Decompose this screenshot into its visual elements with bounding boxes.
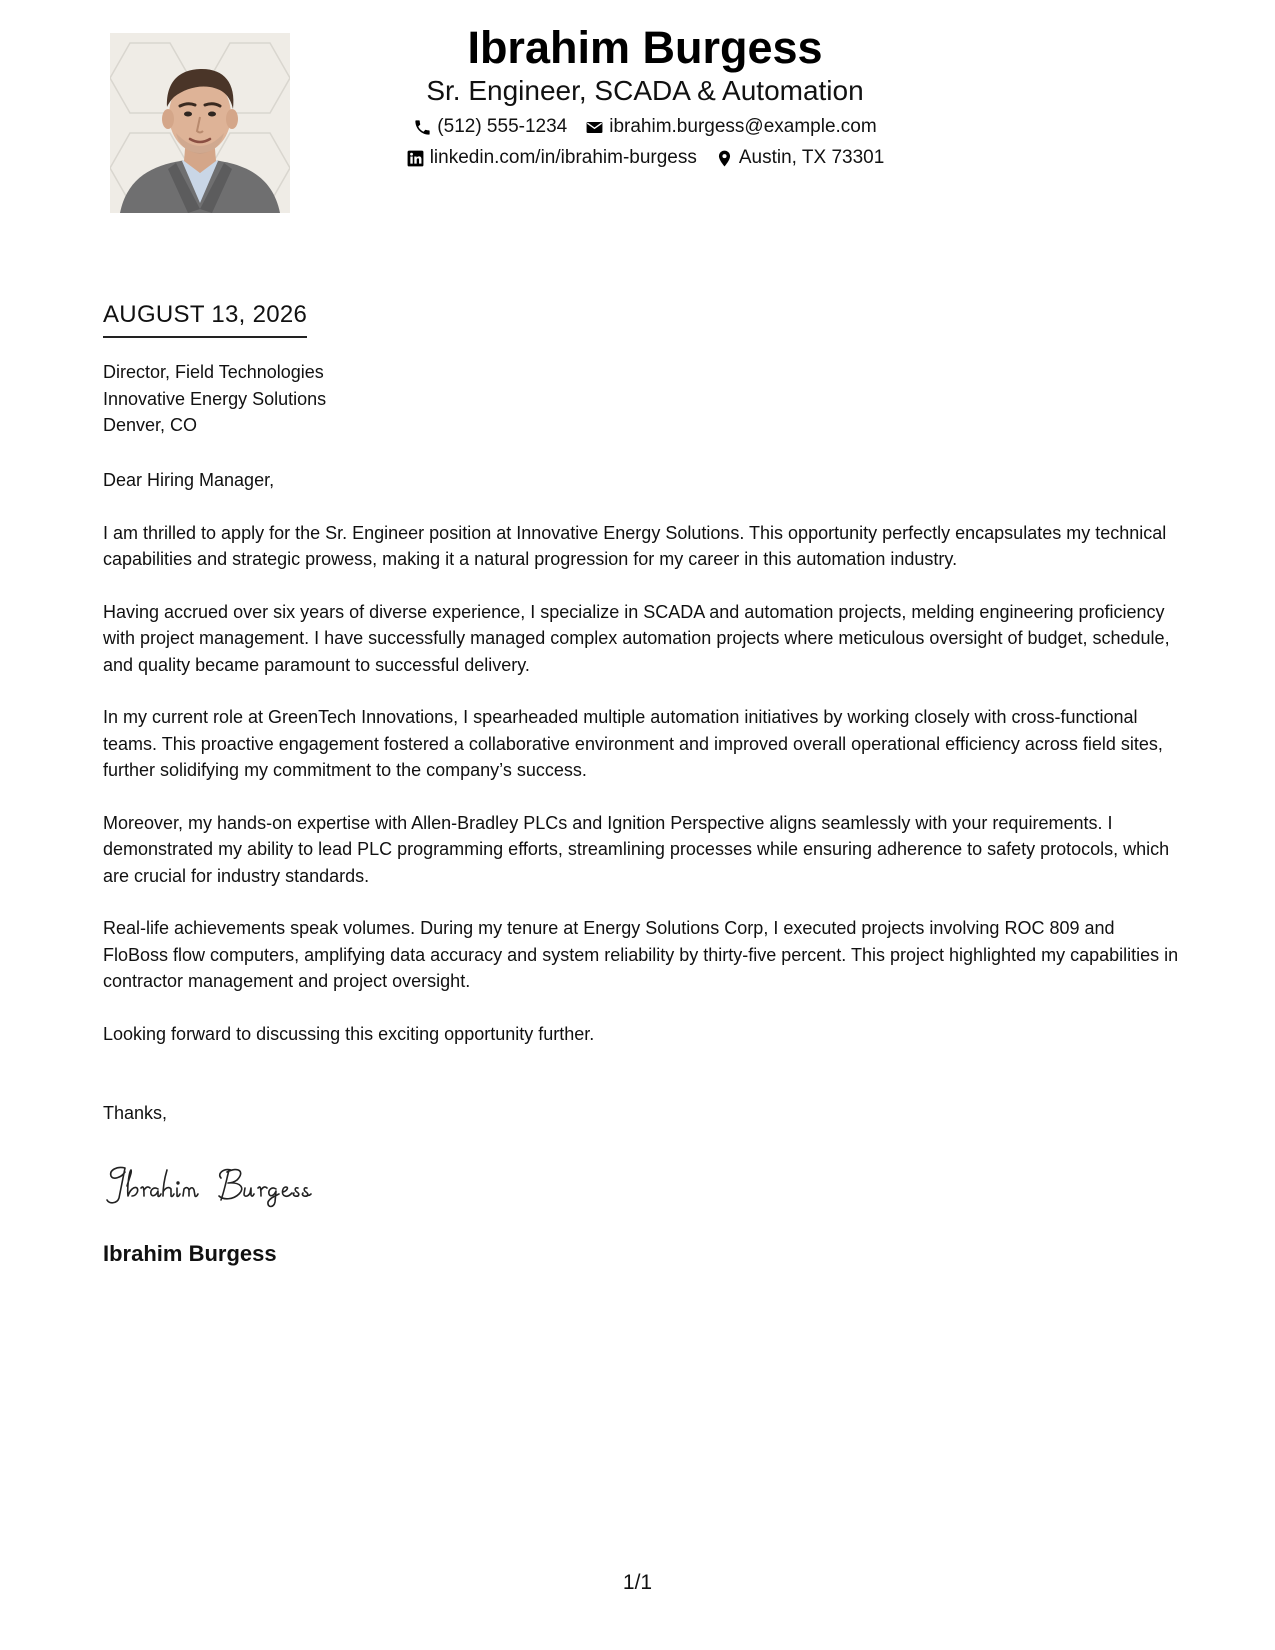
contact-row-2	[300, 146, 990, 170]
salutation: Dear Hiring Manager,	[103, 470, 275, 490]
body-paragraph: Real-life achievements speak volumes. During my tenure at Energy Solutions Corp, I executed projects involving ROC 809 and FloBoss flow computers, amplifying data accuracy and system reliability by thirty-five percent. This project highlighted my capabilities in contractor management and project oversight.	[103, 918, 1179, 991]
contact-phone[interactable]	[413, 115, 567, 139]
recipient-title: Director, Field Technologies	[103, 362, 324, 382]
email-text: ibrahim.burgess@example.com	[609, 116, 877, 137]
phone-icon	[413, 118, 432, 137]
recipient-block	[103, 359, 326, 439]
linkedin-icon	[406, 149, 425, 168]
letter-date: AUGUST 13, 2026	[103, 300, 307, 338]
letter-body	[103, 467, 1183, 1073]
contact-location	[715, 146, 884, 170]
profile-photo	[110, 33, 290, 213]
page-number: 1/1	[622, 1571, 653, 1594]
applicant-title: Sr. Engineer, SCADA & Automation	[426, 75, 864, 106]
signer-name: Ibrahim Burgess	[103, 1241, 277, 1266]
linkedin-text: linkedin.com/in/ibrahim-burgess	[429, 147, 697, 168]
recipient-company: Innovative Energy Solutions	[103, 388, 327, 409]
body-paragraph: In my current role at GreenTech Innovations, I spearheaded multiple automation initiatives by working closely with cross-functional teams. This proactive engagement fostered a collaborative environment and improved overall operational efficiency across field sites, further solidifying my commitment to the company’s success.	[103, 707, 1163, 780]
contact-row-1	[300, 115, 990, 139]
closing: Thanks,	[103, 1103, 168, 1123]
map-pin-icon	[715, 149, 734, 168]
body-paragraph: Moreover, my hands-on expertise with Allen-Bradley PLCs and Ignition Perspective aligns seamlessly with your requirements. I demonstrated my ability to lead PLC programming efforts, streamlining processes while ensuring adherence to safety protocols, which are crucial for industry standards.	[103, 812, 1170, 886]
envelope-icon	[585, 118, 604, 137]
body-paragraph: Looking forward to discussing this exciting opportunity further.	[103, 1023, 595, 1044]
location-text: Austin, TX 73301	[738, 147, 885, 168]
contact-email[interactable]	[585, 115, 876, 139]
contact-linkedin[interactable]	[406, 146, 697, 170]
phone-text: (512) 555-1234	[437, 116, 568, 137]
letter-header	[300, 22, 990, 170]
signature-image	[103, 1158, 373, 1208]
recipient-location: Denver, CO	[103, 415, 198, 435]
body-paragraph: I am thrilled to apply for the Sr. Engineer position at Innovative Energy Solutions. This opportunity perfectly encapsulates my technical capabilities and strategic prowess, making it a natural progression for my career in this automation industry.	[103, 522, 1167, 569]
applicant-name: Ibrahim Burgess	[467, 22, 823, 73]
body-paragraph: Having accrued over six years of diverse experience, I specialize in SCADA and automation projects, melding engineering proficiency with project management. I have successfully managed complex automation projects where meticulous oversight of budget, schedule, and quality became paramount to successful delivery.	[103, 601, 1170, 675]
